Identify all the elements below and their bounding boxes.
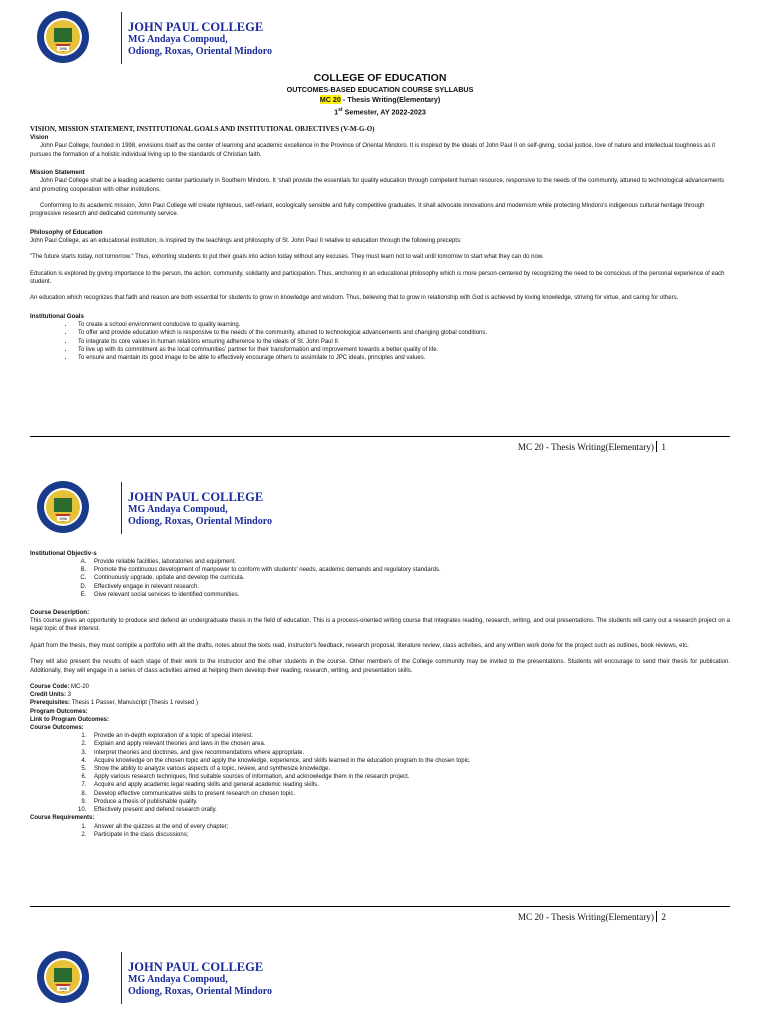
header-divider	[121, 482, 122, 534]
goals-heading: Institutional Goals	[30, 312, 84, 320]
college-seal-logo	[36, 950, 90, 1004]
svg-text:1998: 1998	[59, 987, 67, 991]
mission-text-2: Conforming to its academic mission, John Paul College will create righteous, self-reliant, ecologically sensible and fully competitive graduates. It shall advocate innovations and modernism while protecting Mindoro's indigenous cultural heritage through progressive research and dedicated community service.	[30, 203, 705, 218]
syllabus-title-block	[30, 72, 730, 117]
vision-heading: Vision	[30, 134, 49, 142]
college-seal-logo	[36, 480, 90, 534]
philosophy-text-2: "The future starts today, not tomorrow." Thus, exhorting students to put their goals into action today without any excuses. They must learn not to wait until tomorrow to start what they can do now.	[30, 254, 544, 261]
list-item: • To ensure and maintain its good image to be able to effectively encourage others to assimilate to JPC ideals, principles and values.	[74, 354, 730, 362]
syllabus-page-2	[0, 470, 768, 940]
list-item: 8. Develop effective communicative skills to present research on chosen topic.	[88, 790, 730, 798]
course-description-heading: Course Description:	[30, 609, 90, 617]
footer-course-title: MC 20 - Thesis Writing(Elementary)	[517, 912, 654, 922]
link-program-outcomes-row: Link to Program Outcomes:	[30, 716, 110, 723]
list-item: 2. Participate in the class discussions;	[88, 831, 730, 839]
college-address-line2: Odiong, Roxas, Oriental Mindoro	[128, 986, 272, 997]
college-seal-logo	[36, 10, 90, 64]
list-item: • To live up with its commitment as the local communities' partner for their transformation and improvement towards a better quality of life.	[74, 346, 730, 354]
college-address-line2: Odiong, Roxas, Oriental Mindoro	[128, 516, 272, 527]
list-item: A. Provide reliable facilities, laboratories and equipment.	[88, 558, 730, 566]
list-item: • To offer and provide education which is responsive to the needs of the community, attuned to technological advancements and changing global conditions.	[74, 329, 730, 337]
page-header	[30, 940, 730, 1006]
list-item: E. Give relevant social services to identified communities.	[88, 591, 730, 599]
list-item: D. Effectively engage in relevant research.	[88, 583, 730, 591]
mission-heading: Mission Statement	[30, 169, 85, 177]
list-item: 1. Provide an in-depth exploration of a topic of special interest.	[88, 732, 730, 740]
footer-course-title: MC 20 - Thesis Writing(Elementary)	[517, 442, 654, 452]
philosophy-heading: Philosophy of Education	[30, 228, 103, 236]
philosophy-text-3: Education is explored by giving importance to the person, the action, community, solidarity and participation. Thus, anchoring in an educational philosophy which is more person-centered by recognizing the need to be conscious of the personal experience of each student.	[30, 270, 725, 286]
page-footer	[30, 436, 730, 452]
philosophy-text-1: John Paul College, as an educational institution, is inspired by the teachings and philosophy of St. John Paul II relative to education through the following precepts:	[30, 237, 462, 244]
footer-rule	[30, 906, 730, 907]
syllabus-subtitle: OUTCOMES-BASED EDUCATION COURSE SYLLABUS	[286, 85, 474, 94]
college-address-line1: MG Andaya Compoud,	[128, 974, 228, 985]
course-code-row: Course Code: MC-20	[30, 684, 90, 691]
course-requirements-heading: Course Requirements:	[30, 815, 95, 822]
list-item: 6. Apply various research techniques, find suitable sources of information, and acknowledge them in the research project.	[88, 773, 730, 781]
page-header	[30, 470, 730, 536]
svg-text:1998: 1998	[59, 517, 67, 521]
list-item: 5. Show the ability to analyze various aspects of a topic, review, and synthesize knowledge.	[88, 765, 730, 773]
page-number: 2	[661, 912, 666, 922]
page-footer	[30, 906, 730, 922]
page-header	[30, 0, 730, 66]
semester-line: 1st Semester, AY 2022-2023	[334, 107, 426, 117]
list-item: 4. Acquire knowledge on the chosen topic and apply the knowledge, experience, and skills learned in the education program to the chosen topic.	[88, 757, 730, 765]
list-item: 3. Interpret theories and doctrines, and give recommendations where appropriate.	[88, 749, 730, 757]
college-address-line2: Odiong, Roxas, Oriental Mindoro	[128, 46, 272, 57]
college-address-line1: MG Andaya Compoud,	[128, 34, 228, 45]
list-item: 10. Effectively present and defend research orally.	[88, 806, 730, 814]
college-name: JOHN PAUL COLLEGE	[128, 960, 264, 974]
header-divider	[121, 952, 122, 1004]
list-item: 9. Produce a thesis of publishable quality.	[88, 798, 730, 806]
program-outcomes-row: Program Outcomes:	[30, 708, 88, 715]
credit-units-row: Credit Units: 3	[30, 692, 72, 699]
college-address-line1: MG Andaya Compoud,	[128, 504, 228, 515]
page-number: 1	[661, 442, 666, 452]
svg-text:1998: 1998	[59, 47, 67, 51]
syllabus-page-3	[0, 940, 768, 1024]
list-item: • To create a school environment conducive to quality learning.	[74, 321, 730, 329]
course-outcomes-heading: Course Outcomes:	[30, 725, 84, 732]
course-description-3: They will also present the results of each stage of their work to the instructor and the other students in the course. Other members of the College community may be invited to the presentations. Students will encourage to send their thesis for publication. Additionally, they will engage in a series of class activities aimed at helping them develop their reading, research, writing, and presentation skills.	[30, 659, 730, 674]
course-description-2: Apart from the thesis, they must compile a portfolio with all the drafts, notes about the texts read, instructor's feedback, research proposal, literature review, class activities, and any written work done for the project such as outlines, book reviews, etc.	[30, 642, 689, 649]
header-divider	[121, 12, 122, 64]
course-description-1: This course gives an opportunity to produce and defend an undergraduate thesis in the field of education. This is a process-oriented writing course that integrates reading, research, writing, and oral presentations. The students will carry out a research project on a legal topic of their interest.	[30, 618, 730, 633]
course-title: MC 20 - Thesis Writing(Elementary)	[319, 95, 441, 104]
course-outcomes-list	[30, 732, 730, 814]
list-item: 1. Answer all the quizzes at the end of every chapter;	[88, 823, 730, 831]
objectives-heading: Institutional Objectiv·s	[30, 550, 97, 557]
list-item: • To integrate its core values in human relations ensuring adherence to the ideals of St. John Paul II.	[74, 338, 730, 346]
college-name: JOHN PAUL COLLEGE	[128, 490, 264, 504]
objectives-list	[30, 558, 730, 599]
syllabus-page-1	[0, 0, 768, 470]
department-title: COLLEGE OF EDUCATION	[313, 72, 447, 84]
list-item: 2. Explain and apply relevant theories and laws in the chosen area.	[88, 740, 730, 748]
course-code-highlight: MC 20	[319, 95, 341, 104]
goals-list	[30, 321, 730, 363]
vision-text: John Paul College, founded in 1998, envisions itself as the center of learning and academic excellence in the Province of Oriental Mindoro. It is inspired by the ideals of John Paul II on self-giving, social justice, love of nature and intellectual toughness as it pursues the formation of a holistic individual living up to the standards of Christian faith.	[30, 143, 716, 158]
mission-text-1: John Paul College shall be a leading academic center particularly in Southern Mindoro. It 'shall provide the essentials for quality education through competent human resource, responsive to the needs of the community, attuned to technological advancements and promoting cooperation with other institutions.	[30, 178, 725, 193]
philosophy-text-4: An education which recognizes that faith and reason are both essential for students to grow in knowledge and wisdom. Thus, believing that to grow in relationship with God is achieved by loving knowledge, striving for virtue, and caring for others.	[30, 295, 679, 302]
list-item: 7. Acquire and apply academic legal reading skills and general academic reading skills.	[88, 781, 730, 789]
prerequisites-row: Prerequisites: Thesis 1 Passer, Manuscript (Thesis 1 revised )	[30, 700, 198, 707]
list-item: B. Promote the continuous development of manpower to conform with students' needs, academic demands and regulatory standards.	[88, 566, 730, 574]
college-name: JOHN PAUL COLLEGE	[128, 20, 264, 34]
course-requirements-list	[30, 823, 730, 839]
vmgo-heading: VISION, MISSION STATEMENT, INSTITUTIONAL GOALS AND INSTITUTIONAL OBJECTIVES (V-M-G-O)	[30, 125, 375, 134]
footer-rule	[30, 436, 730, 437]
list-item: C. Continuously upgrade, update and develop the curricula.	[88, 574, 730, 582]
